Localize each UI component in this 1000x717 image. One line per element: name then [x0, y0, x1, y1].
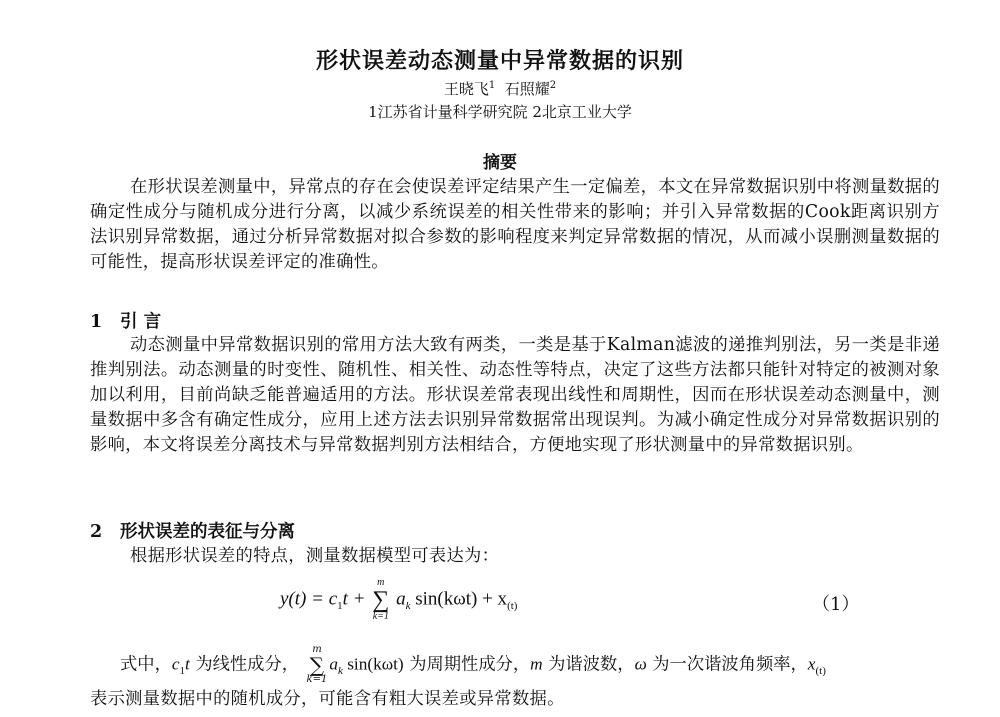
section-2-heading: [90, 518, 295, 543]
section-1-title: 引 言: [120, 312, 162, 332]
affiliations: 1江苏省计量科学研究院 2北京工业大学: [368, 103, 632, 121]
where-c-sub: 1: [179, 664, 186, 677]
paper-title: 形状误差动态测量中异常数据的识别: [315, 48, 684, 74]
explanation-tail: 表示测量数据中的随机成分，可能含有粗大误差或异常数据。: [90, 689, 565, 709]
equation-number: （1）: [812, 594, 860, 615]
where-c: c: [171, 654, 180, 674]
eq-a-sub: k: [405, 600, 411, 613]
sum-upper-limit: m: [377, 577, 385, 588]
section-2-text: 根据形状误差的特点，测量数据模型可表达为：: [130, 546, 500, 566]
section-2-number: 2: [90, 522, 103, 542]
where-x-sub: (t): [815, 664, 826, 677]
sum-symbol: m ∑ k=1: [372, 577, 390, 622]
where-m: m: [530, 654, 543, 674]
equation-explanation: [120, 645, 940, 685]
where-x: x: [807, 654, 816, 674]
where-t: t: [185, 654, 190, 674]
eq-c-sub: 1: [337, 600, 343, 613]
where-mid1: 为线性成分，: [189, 654, 300, 675]
where-sum-upper: m: [312, 644, 322, 655]
author-2-affil-mark: 2: [549, 80, 557, 91]
section-1-heading: [90, 308, 161, 333]
author-2: 石照耀: [504, 80, 550, 98]
eq-a: a: [396, 588, 406, 610]
sum-lower-limit: k=1: [372, 611, 389, 622]
section-1-text: 动态测量中异常数据识别的常用方法大致有两类，一类是基于Kalman滤波的递推判别法，另一类是非递推判别法。动态测量的时变性、随机性、相关性、动态性等特点，决定了这些方法都只能针对特定的被测对象加以利用，目前尚缺乏能普遍适用的方法。形状误差常表现出线性和周期性，因而在形状误差动态测量中，测量数据中多含有确定性成分，应用上述方法去识别异常数据常出现误判。为减小确定性成分对异常数据识别的影响，本文将误差分离技术与异常数据判别方法相结合，方便地实现了形状测量中的异常数据识别。: [90, 335, 940, 455]
eq-lhs: y(t) = c: [280, 588, 338, 610]
where-sin: sin(kωt): [342, 654, 404, 674]
author-1: 王晓飞: [443, 80, 489, 98]
abstract-text: 在形状误差测量中，异常点的存在会使误差评定结果产生一定偏差，本文在异常数据识别中将测量数据的确定性成分与随机成分进行分离，以减少系统误差的相关性带来的影响；并引入异常数据的Cook距离识别方法识别异常数据，通过分析异常数据对拟合参数的影响程度来判定异常数据的情况，从而减小误删测量数据的可能性，提高形状误差评定的准确性。: [90, 177, 940, 272]
abstract-heading: 摘要: [483, 153, 517, 173]
section-2-title: 形状误差的表征与分离: [120, 522, 295, 542]
eq-x-sub: (t): [507, 600, 518, 613]
where-omega: ω: [634, 654, 647, 674]
where-sum-lower: k=1: [306, 674, 328, 685]
where-a-sub: k: [337, 664, 343, 677]
author-1-affil-mark: 1: [488, 80, 496, 91]
author-line: [0, 78, 1000, 99]
eq-after-c: t +: [342, 588, 366, 610]
where-mid4: 为一次谐波角频率，: [646, 654, 808, 675]
where-mid2: 为周期性成分，: [403, 654, 531, 675]
eq-sin-term: sin(kωt) + x: [410, 588, 508, 610]
where-prefix: 式中，: [120, 654, 172, 675]
section-1-number: 1: [90, 312, 103, 332]
where-sum-symbol: m ∑ k=1: [306, 644, 328, 685]
equation-1: [280, 578, 517, 622]
where-mid3: 为谐波数，: [542, 654, 635, 675]
where-a: a: [329, 654, 338, 674]
